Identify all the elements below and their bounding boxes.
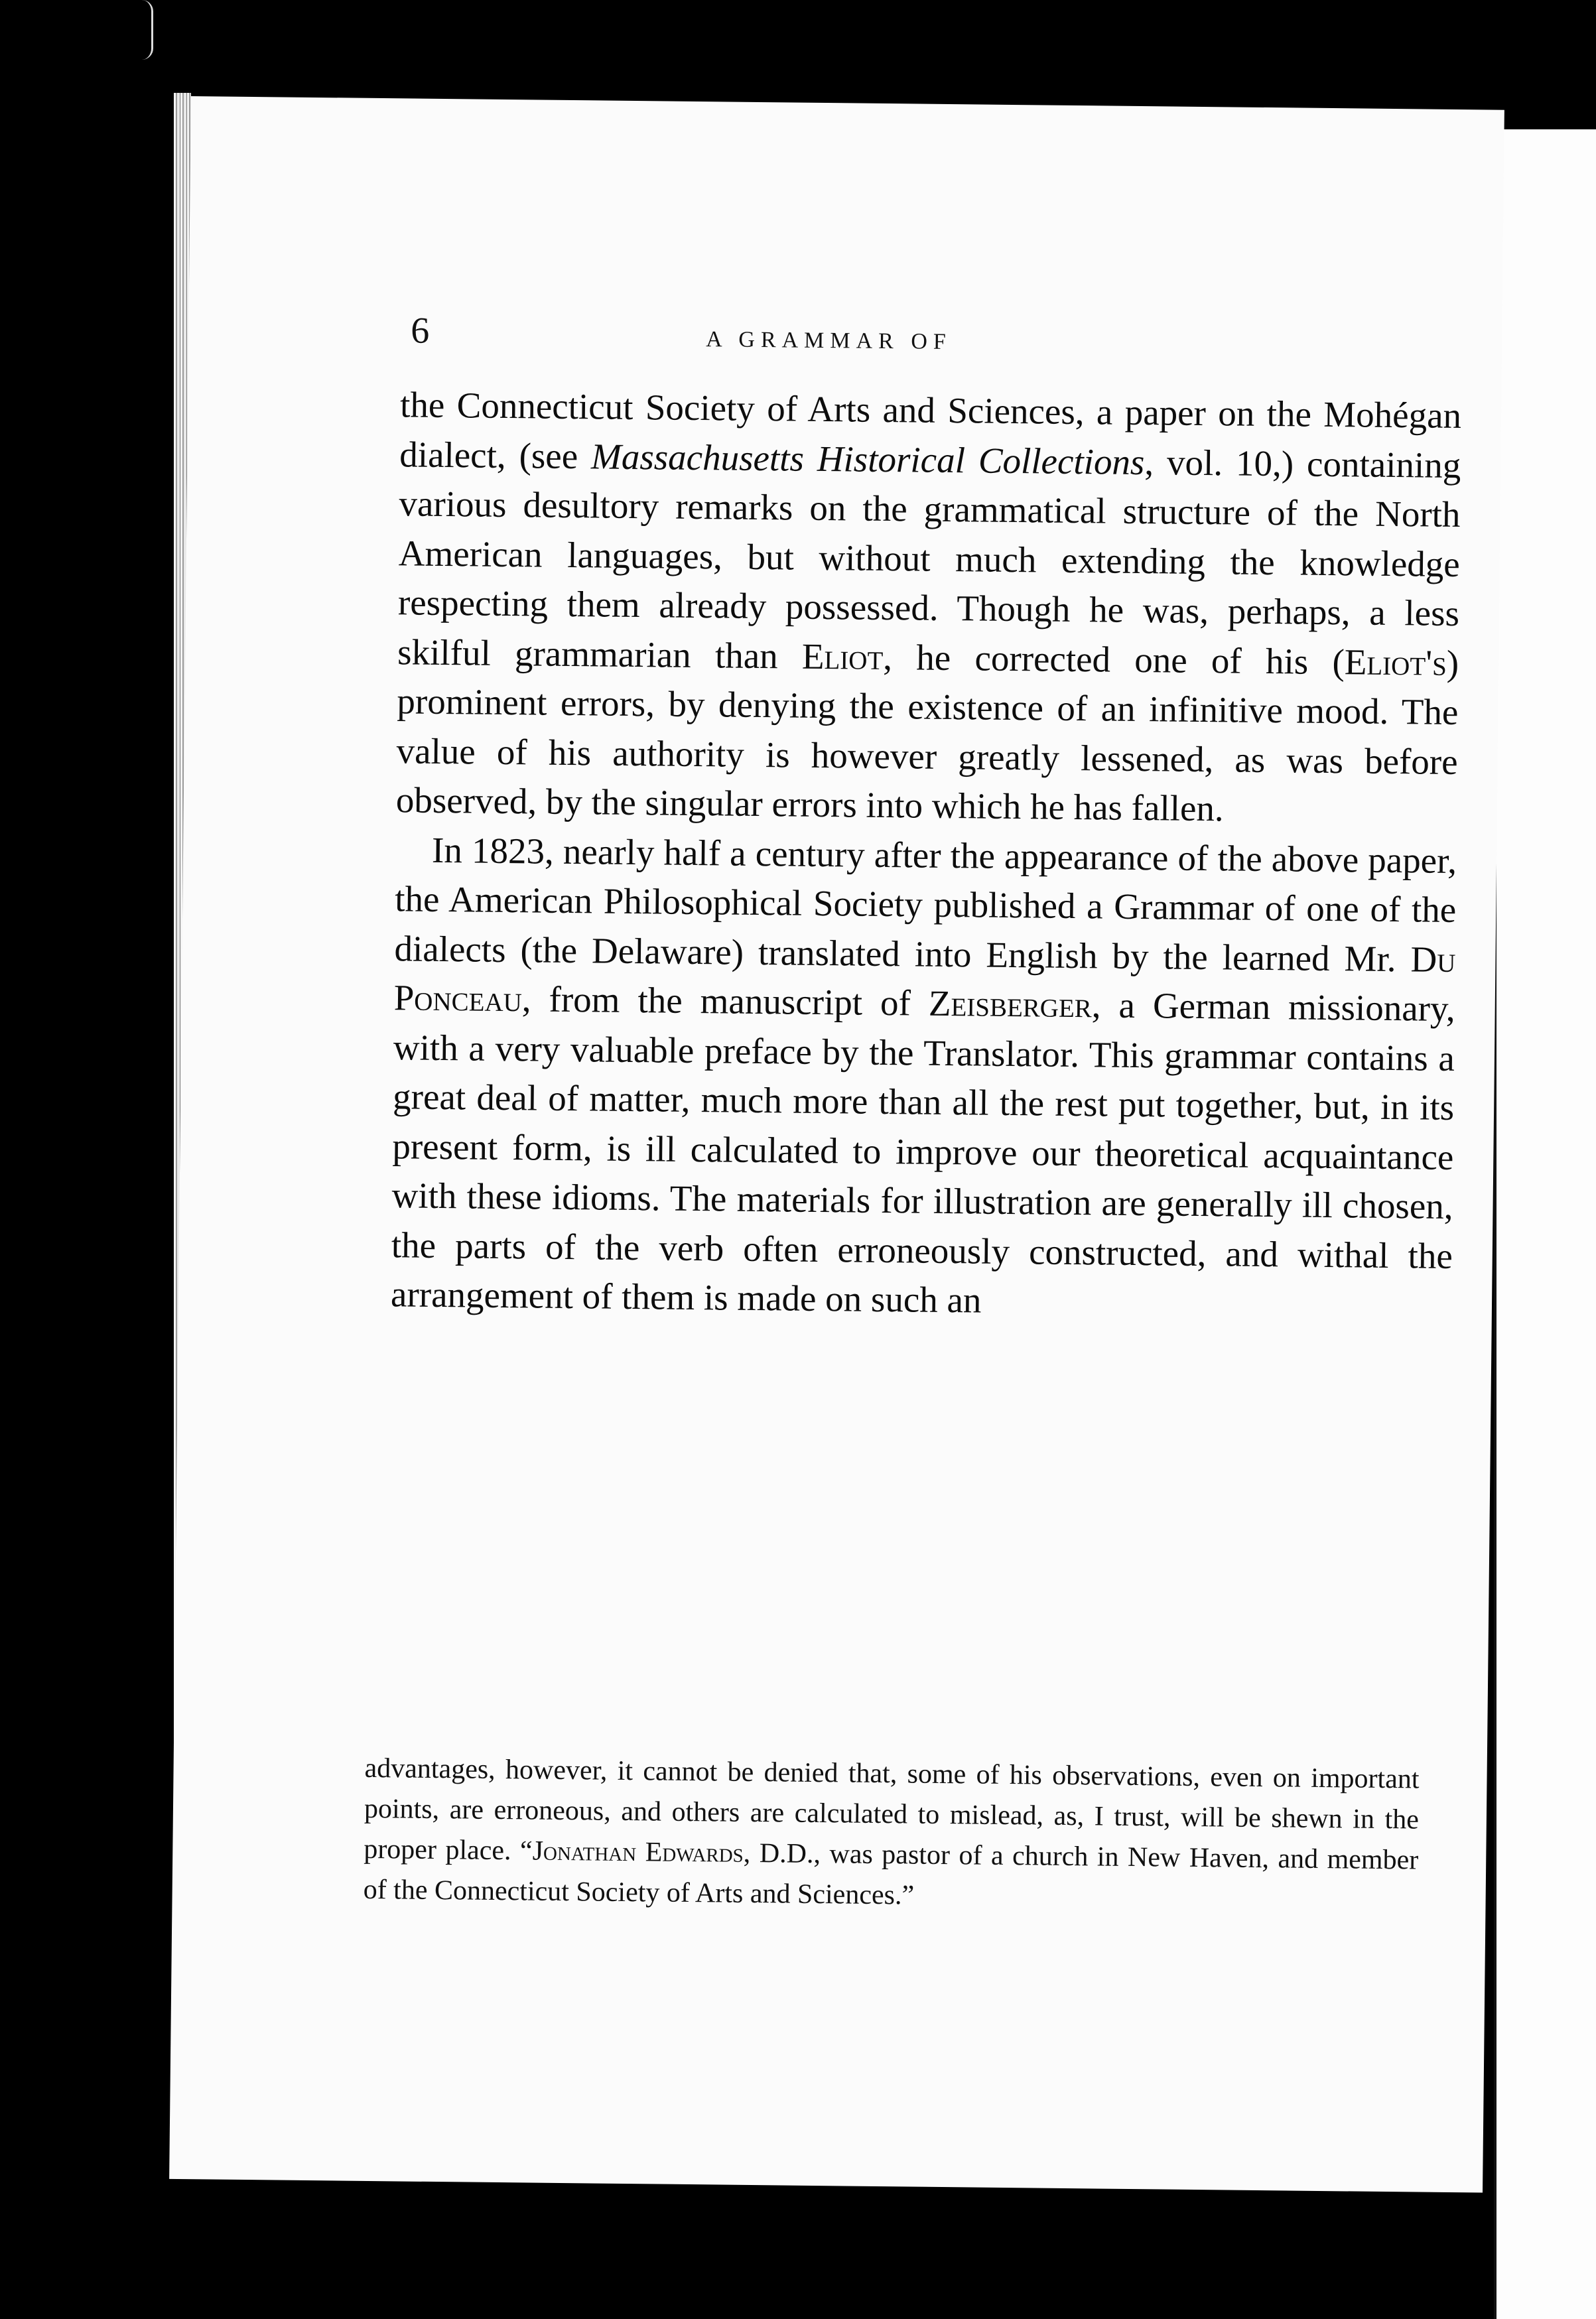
footnote-paragraph <box>363 1749 1419 1922</box>
p1-italic-title: Massachusetts Historical Collections <box>590 435 1145 482</box>
page-number: 6 <box>410 310 430 352</box>
p1-name-eliots: Eliot's <box>1344 641 1447 683</box>
left-page <box>169 96 1504 2193</box>
footnote-text-1: advantages, however, it cannot be denied that, some of his observations, even on important points, are erroneous, and others are calculated to mislead, as, I trust, will be shewn in the proper place. <box>364 1753 1420 1867</box>
footnote-name-edwards: Jonathan Edwards <box>532 1835 744 1869</box>
p1-name-eliot: Eliot <box>801 635 884 677</box>
p1-text-2: , vol. 10,) containing various desultory remarks on the grammatical structure of the North American languages, but without much extending the knowledge respecting them already possessed. Though he was, perhaps, a less skilful grammarian than <box>397 441 1461 677</box>
p2-text-2: , from the manuscript of <box>521 978 929 1024</box>
p1-text-1: the Connecticut Society of Arts and Sciences, a paper on the Mohégan dialect, (see <box>399 384 1462 476</box>
p1-text-3: , he corrected one of his ( <box>883 636 1345 682</box>
p2-text-1: In 1823, nearly half a century after the appearance of the above paper, the American Philosophical Society published a Grammar of one of the dialects (the Delaware) translated into English by the learned Mr. <box>394 829 1457 979</box>
running-head <box>189 307 1502 355</box>
footnote-open-quote: “ <box>519 1835 533 1867</box>
scan-artifact-mark <box>142 0 153 60</box>
running-head-title: A GRAMMAR OF <box>706 327 953 355</box>
footnote-text-2: , D.D., was pastor of a church in New Haven, and member of the Connecticut Society of Arts and Sciences.” <box>363 1837 1419 1911</box>
paragraph-1 <box>396 380 1462 836</box>
paragraph-2 <box>391 825 1457 1331</box>
p2-text-3: , a German missionary, with a very valuable preface by the Translator. This grammar contains a great deal of matter, much more than all the rest put together, but, in its present form, is ill calculated to improve our theoretical acquaintance with these idioms. The materials for illustration are generally ill chosen, the parts of the verb often erroneously constructed, and withal the arrangement of them is made on such an <box>390 984 1456 1321</box>
p1-text-4: ) prominent errors, by denying the existence of an infinitive mood. The value of his authority is however greatly lessened, as was before observed, by the singular errors into which he has fallen. <box>395 642 1459 829</box>
main-text <box>391 380 1462 1330</box>
facing-page-edge <box>1494 129 1596 2319</box>
footnote <box>363 1749 1419 1922</box>
p2-name-du-ponceau: Du Ponceau <box>393 938 1456 1020</box>
p2-name-zeisberger: Zeisberger <box>928 982 1093 1026</box>
